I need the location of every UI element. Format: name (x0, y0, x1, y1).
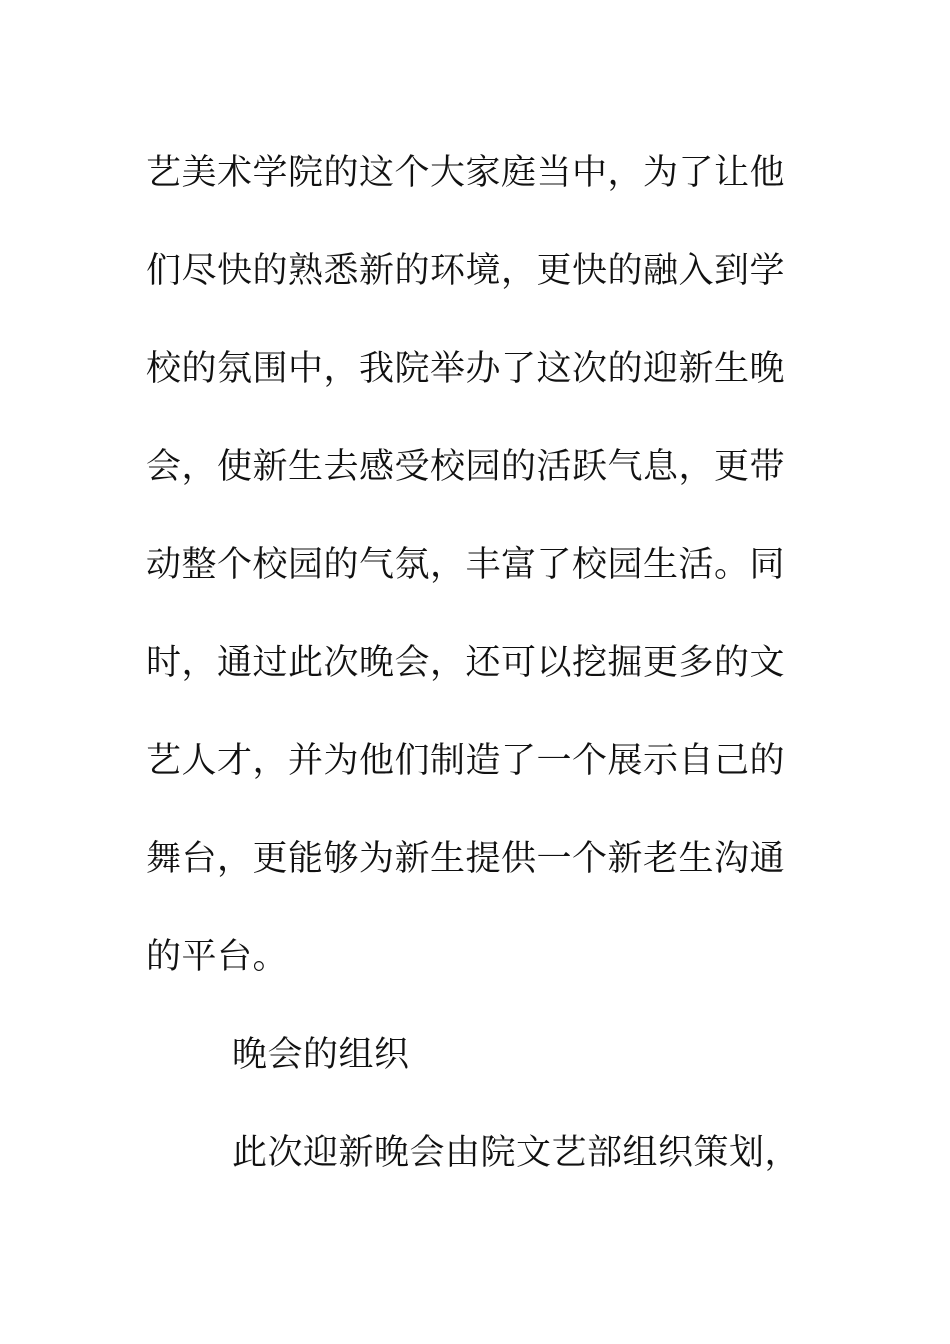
paragraph-line: 的平台。 (146, 937, 289, 977)
section-heading: 晚会的组织 (232, 1035, 410, 1075)
paragraph-line: 校的氛围中，我院举办了这次的迎新生晚 (146, 349, 786, 389)
paragraph-line: 时，通过此次晚会，还可以挖掘更多的文 (146, 643, 786, 683)
paragraph-line: 会，使新生去感受校园的活跃气息，更带 (146, 447, 786, 487)
paragraph-line: 艺美术学院的这个大家庭当中，为了让他 (146, 153, 786, 193)
paragraph-line: 动整个校园的气氛，丰富了校园生活。同 (146, 545, 786, 585)
paragraph-line: 艺人才，并为他们制造了一个展示自己的 (146, 741, 786, 781)
paragraph-line: 舞台，更能够为新生提供一个新老生沟通 (146, 839, 786, 879)
paragraph-line: 们尽快的熟悉新的环境，更快的融入到学 (146, 251, 786, 291)
document-body (146, 124, 801, 1202)
paragraph-first-line: 此次迎新晚会由院文艺部组织策划， (232, 1133, 801, 1173)
